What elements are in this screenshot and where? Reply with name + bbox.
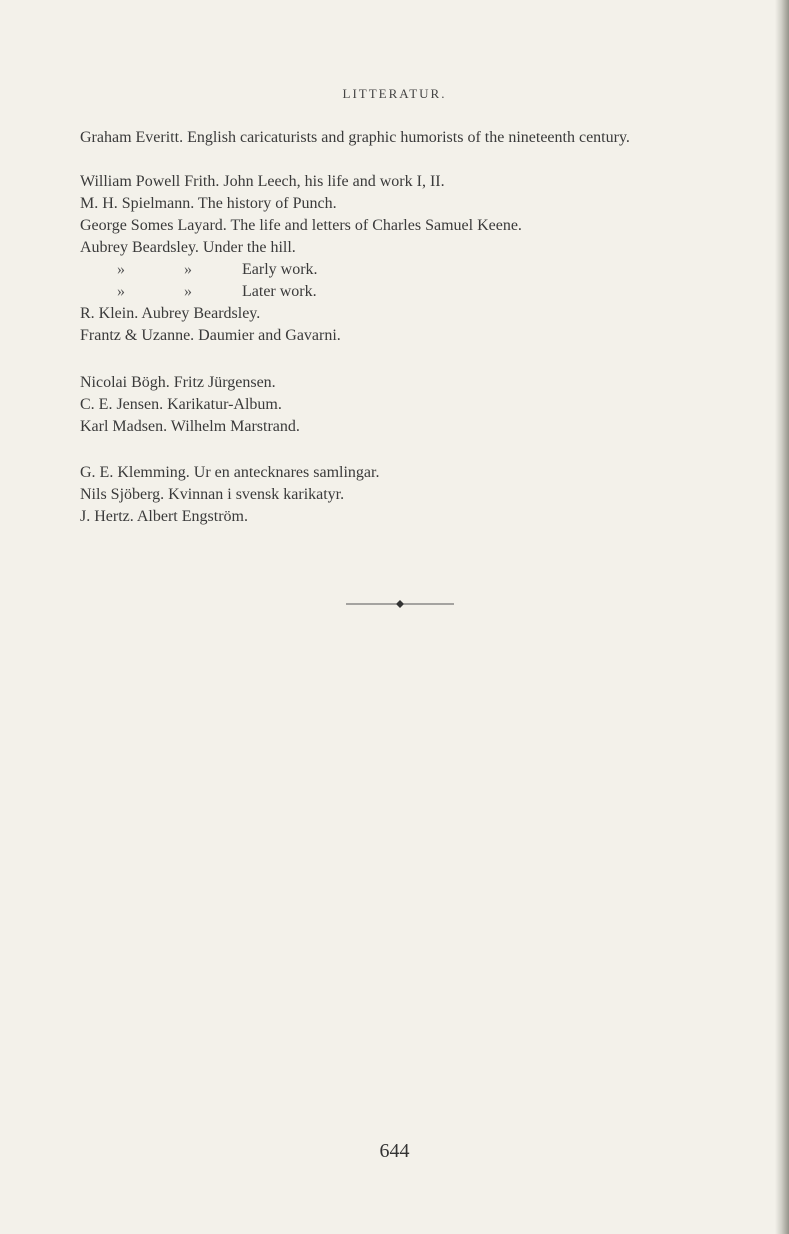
page-edge-shadow [775, 0, 789, 1234]
bibliography-entry: Nils Sjöberg. Kvinnan i svensk karikatyr. [80, 486, 345, 503]
bibliography-entry: J. Hertz. Albert Engström. [80, 508, 248, 525]
ditto-entry-title: Early work. [242, 261, 318, 278]
bibliography-entry: Frantz & Uzanne. Daumier and Gavarni. [80, 327, 341, 344]
ditto-mark: » [184, 283, 192, 300]
ditto-mark: » [184, 261, 192, 278]
diamond-ornament-icon [396, 600, 404, 608]
bibliography-entry: R. Klein. Aubrey Beardsley. [80, 305, 261, 322]
ditto-entry [108, 259, 768, 281]
bibliography-entry: C. E. Jensen. Karikatur-Album. [80, 396, 282, 413]
bibliography-entry: Aubrey Beardsley. Under the hill. [80, 239, 296, 256]
ornamental-rule [346, 598, 454, 610]
bibliography-entry: M. H. Spielmann. The history of Punch. [80, 195, 337, 212]
ditto-mark: » [117, 283, 125, 300]
running-head: LITTERATUR. [342, 86, 447, 101]
ditto-entry-title: Later work. [242, 283, 317, 300]
bibliography-entry: William Powell Frith. John Leech, his life and work I, II. [80, 173, 445, 190]
bibliography-entry: Nicolai Bögh. Fritz Jürgensen. [80, 374, 276, 391]
ditto-entry [108, 281, 768, 303]
bibliography-entry: G. E. Klemming. Ur en antecknares samlingar. [80, 464, 380, 481]
bibliography-entry: Graham Everitt. English caricaturists and graphic humorists of the nineteenth century. [80, 129, 630, 146]
page-number: 644 [379, 1140, 410, 1162]
ditto-mark: » [117, 261, 125, 278]
bibliography-entry: Karl Madsen. Wilhelm Marstrand. [80, 418, 300, 435]
bibliography-entry: George Somes Layard. The life and letters of Charles Samuel Keene. [80, 217, 522, 234]
